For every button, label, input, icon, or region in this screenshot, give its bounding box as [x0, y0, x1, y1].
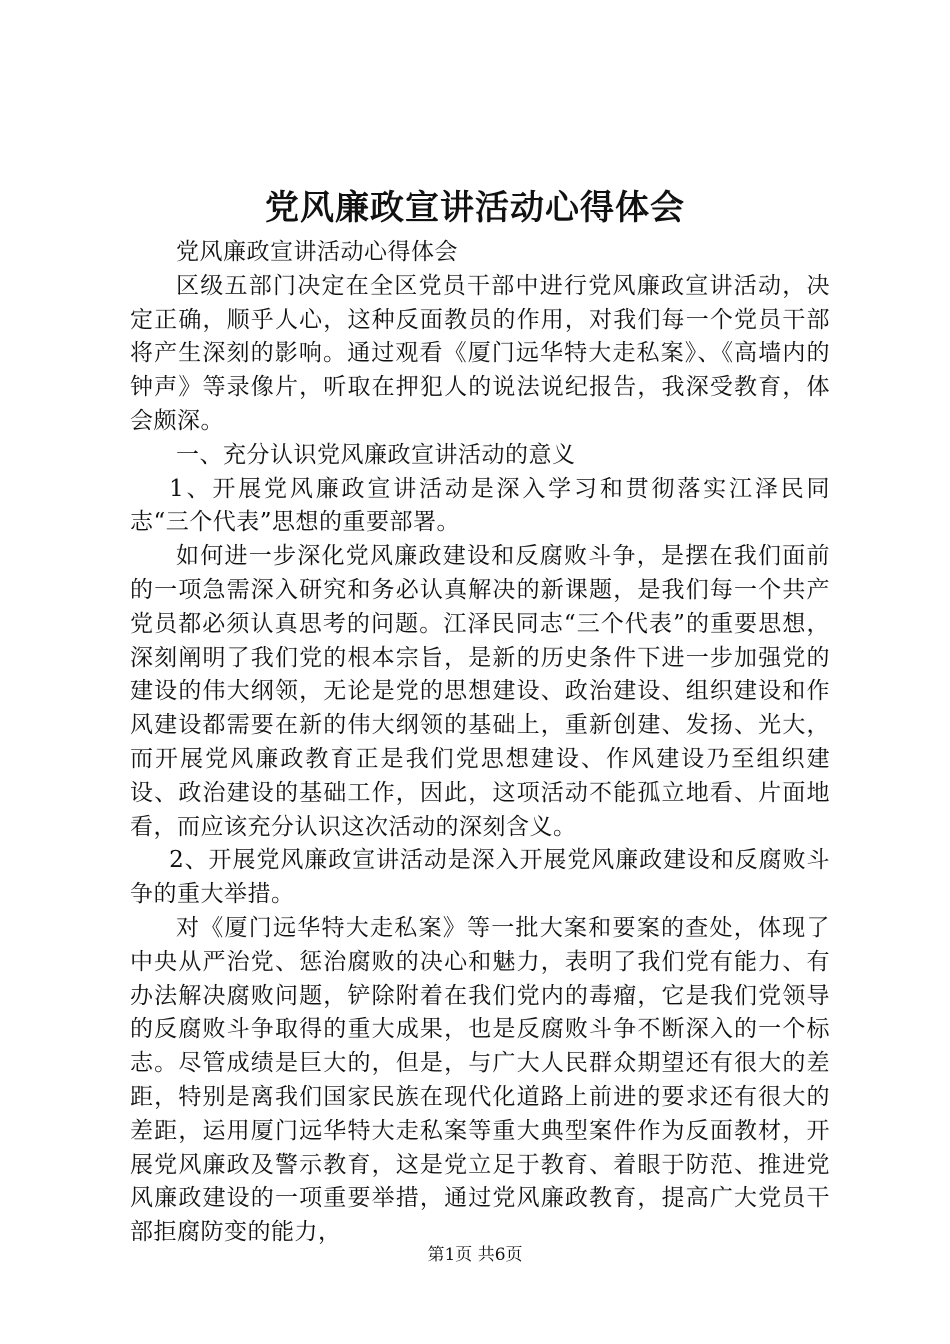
point-2-body: 对《厦门远华特大走私案》等一批大案和要案的查处，体现了中央从严治党、惩治腐败的决心和魅力，表明了我们党有能力、有办法解决腐败问题，铲除附着在我们党内的毒瘤，它是我们党领导的反腐败斗争取得的重大成果，也是反腐败斗争不断深入的一个标志。尽管成绩是巨大的，但是，与广大人民群众期望还有很大的差距，特别是离我们国家民族在现代化道路上前进的要求还有很大的差距，运用厦门远华特大走私案等重大典型案件作为反面教材，开展党风廉政及警示教育，这是党立足于教育、着眼于防范、推进党风廉政建设的一项重要举措，通过党风廉政教育，提高广大党员干部拒腐防变的能力， — [130, 914, 830, 1246]
page-number: 第1页 共6页 — [427, 1245, 523, 1265]
point-1-heading: 1、开展党风廉政宣讲活动是深入学习和贯彻落实江泽民同志“三个代表”思想的重要部署。 — [130, 475, 830, 536]
document-body — [130, 236, 830, 1250]
intro-paragraph: 区级五部门决定在全区党员干部中进行党风廉政宣讲活动，决定正确，顺乎人心，这种反面教员的作用，对我们每一个党员干部将产生深刻的影响。通过观看《厦门远华特大走私案》、《高墙内的钟声》等录像片，听取在押犯人的说法说纪报告，我深受教育，体会颇深。 — [130, 272, 830, 434]
page-title: 党风廉政宣讲活动心得体会 — [265, 188, 685, 228]
subtitle-paragraph: 党风廉政宣讲活动心得体会 — [176, 239, 458, 265]
point-2-heading: 2、开展党风廉政宣讲活动是深入开展党风廉政建设和反腐败斗争的重大举措。 — [130, 847, 830, 908]
section-heading-1: 一、充分认识党风廉政宣讲活动的意义 — [176, 441, 576, 468]
point-1-body: 如何进一步深化党风廉政建设和反腐败斗争，是摆在我们面前的一项急需深入研究和务必认真解决的新课题，是我们每一个共产党员都必须认真思考的问题。江泽民同志“三个代表”的重要思想，深刻阐明了我们党的根本宗旨，是新的历史条件下进一步加强党的建设的伟大纲领，无论是党的思想建设、政治建设、组织建设和作风建设都需要在新的伟大纲领的基础上，重新创建、发扬、光大，而开展党风廉政教育正是我们党思想建设、作风建设乃至组织建设、政治建设的基础工作，因此，这项活动不能孤立地看、片面地看，而应该充分认识这次活动的深刻含义。 — [130, 543, 830, 840]
